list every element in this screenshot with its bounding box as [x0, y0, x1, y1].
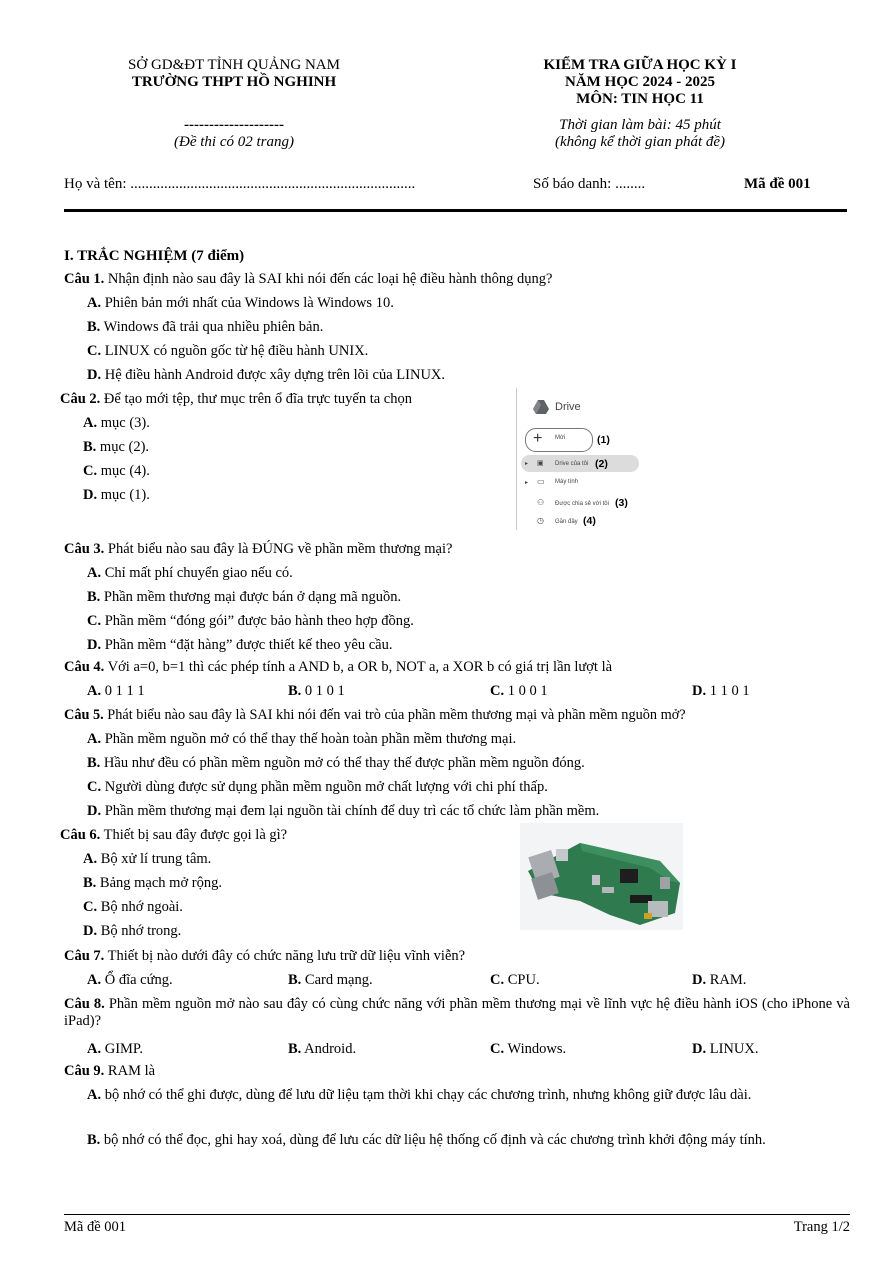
exam-code: Mã đề 001: [744, 176, 811, 192]
expand-icon: ▸: [525, 480, 529, 486]
q2-option-d[interactable]: D. mục (1).: [83, 487, 150, 503]
q5-option-b[interactable]: B. Hầu như đều có phần mềm nguồn mở có thể thay thế được phần mềm nguồn đóng.: [87, 755, 585, 771]
shared-icon: ⚇: [537, 498, 545, 507]
question-7: Câu 7. Thiết bị nào dưới đây có chức năng lưu trữ dữ liệu vĩnh viễn?: [64, 948, 466, 964]
clock-icon: ◷: [537, 516, 544, 525]
q3-option-c[interactable]: C. Phần mềm “đóng gói” được bảo hành theo hợp đồng.: [87, 613, 414, 629]
footer-divider: [64, 1214, 850, 1215]
time-limit: Thời gian làm bài: 45 phút: [559, 117, 721, 133]
q7-option-d[interactable]: D. RAM.: [692, 972, 747, 988]
q1-option-d[interactable]: D. Hệ điều hành Android được xây dựng trên lõi của LINUX.: [87, 367, 446, 383]
question-2: Câu 2. Để tạo mới tệp, thư mục trên ổ đĩa trực tuyến ta chọn: [60, 391, 412, 407]
header-dashes: --------------------: [184, 117, 284, 133]
q7-option-c[interactable]: C. CPU.: [490, 972, 540, 988]
marker-2: (2): [595, 458, 608, 470]
q4-option-c[interactable]: C. 1 0 0 1: [490, 683, 548, 699]
q5-option-c[interactable]: C. Người dùng được sử dụng phần mềm nguồn mở chất lượng với chi phí thấp.: [87, 779, 548, 795]
q6-option-a[interactable]: A. Bộ xử lí trung tâm.: [83, 851, 212, 867]
question-4: Câu 4. Với a=0, b=1 thì các phép tính a AND b, a OR b, NOT a, a XOR b có giá trị lần lượt là: [64, 659, 613, 675]
time-note: (không kể thời gian phát đề): [554, 134, 726, 150]
pages-note: (Đề thi có 02 trang): [174, 134, 294, 150]
question-3: Câu 3. Phát biểu nào sau đây là ĐÚNG về phần mềm thương mại?: [64, 541, 453, 557]
q3-option-b[interactable]: B. Phần mềm thương mại được bán ở dạng mã nguồn.: [87, 589, 402, 605]
department-name: SỞ GD&ĐT TỈNH QUẢNG NAM: [128, 57, 340, 73]
plus-icon: +: [533, 430, 543, 447]
my-drive-label: Drive của tôi: [555, 461, 589, 467]
drive-screenshot: [516, 388, 643, 530]
shared-label: Được chia sẻ với tôi: [555, 501, 609, 507]
footer-page-number: Trang 1/2: [793, 1219, 850, 1235]
q7-option-a[interactable]: A. Ổ đĩa cứng.: [87, 972, 173, 988]
q9-option-a[interactable]: A. bộ nhớ có thể ghi được, dùng để lưu dữ liệu tạm thời khi chạy các chương trình, nhưng không giữ được lâu dài.: [87, 1087, 752, 1103]
circuit-board-icon: [520, 823, 683, 930]
subject: MÔN: TIN HỌC 11: [576, 91, 704, 107]
recent-label: Gần đây: [555, 519, 578, 525]
student-id-field: Số báo danh: ........: [533, 176, 646, 192]
q9-option-b[interactable]: B. bộ nhớ có thể đọc, ghi hay xoá, dùng để lưu các dữ liệu hệ thống cố định và các chương trình khởi động máy tính.: [87, 1132, 766, 1148]
drive-app-name: Drive: [555, 401, 581, 413]
q1-option-a[interactable]: A. Phiên bản mới nhất của Windows là Windows 10.: [87, 295, 394, 311]
new-label: Mới: [555, 435, 566, 441]
marker-1: (1): [597, 434, 610, 446]
q2-option-c[interactable]: C. mục (4).: [83, 463, 150, 479]
q5-option-d[interactable]: D. Phần mềm thương mại đem lại nguồn tài chính để duy trì các tổ chức làm phần mềm.: [87, 803, 600, 819]
question-8: Câu 8. Phần mềm nguồn mở nào sau đây có cùng chức năng với phần mềm thương mại về lĩnh vực hệ điều hành iOS (cho iPhone và iPad)?: [64, 996, 850, 1029]
marker-3: (3): [615, 497, 628, 509]
q8-option-c[interactable]: C. Windows.: [490, 1041, 567, 1057]
q1-option-b[interactable]: B. Windows đã trải qua nhiều phiên bản.: [87, 319, 324, 335]
footer-exam-code: Mã đề 001: [64, 1219, 127, 1235]
student-name-field: Họ và tên: ............................................................................: [64, 176, 416, 192]
exam-title: KIỂM TRA GIỮA HỌC KỲ I: [543, 57, 737, 73]
q3-option-a[interactable]: A. Chỉ mất phí chuyển giao nếu có.: [87, 565, 293, 581]
question-1: Câu 1. Nhận định nào sau đây là SAI khi nói đến các loại hệ điều hành thông dụng?: [64, 271, 553, 287]
computer-icon: ▭: [537, 477, 545, 486]
q6-option-c[interactable]: C. Bộ nhớ ngoài.: [83, 899, 183, 915]
q3-option-d[interactable]: D. Phần mềm “đặt hàng” được thiết kế theo yêu cầu.: [87, 637, 393, 653]
q8-option-d[interactable]: D. LINUX.: [692, 1041, 759, 1057]
circuit-board-image: [520, 823, 683, 930]
school-name: TRƯỜNG THPT HỒ NGHINH: [131, 74, 337, 90]
q5-option-a[interactable]: A. Phần mềm nguồn mở có thể thay thế hoàn toàn phần mềm thương mại.: [87, 731, 517, 747]
q7-option-b[interactable]: B. Card mạng.: [288, 972, 373, 988]
drive-logo-icon: [533, 400, 549, 414]
q6-option-b[interactable]: B. Bảng mạch mở rộng.: [83, 875, 222, 891]
header-divider: [64, 209, 847, 212]
q8-option-a[interactable]: A. GIMP.: [87, 1041, 144, 1057]
question-5: Câu 5. Phát biểu nào sau đây là SAI khi nói đến vai trò của phần mềm thương mại và phần mềm nguồn mở?: [64, 707, 686, 723]
marker-4: (4): [583, 515, 596, 527]
q4-option-b[interactable]: B. 0 1 0 1: [288, 683, 345, 699]
school-year: NĂM HỌC 2024 - 2025: [565, 74, 715, 90]
q1-option-c[interactable]: C. LINUX có nguồn gốc từ hệ điều hành UNIX.: [87, 343, 369, 359]
q8-option-b[interactable]: B. Android.: [288, 1041, 357, 1057]
q4-option-d[interactable]: D. 1 1 0 1: [692, 683, 750, 699]
computers-label: Máy tính: [555, 479, 579, 485]
my-drive-icon: ▣: [537, 460, 544, 467]
section-title: I. TRẮC NGHIỆM (7 điểm): [64, 248, 245, 264]
q2-option-a[interactable]: A. mục (3).: [83, 415, 150, 431]
q6-option-d[interactable]: D. Bộ nhớ trong.: [83, 923, 182, 939]
question-6: Câu 6. Thiết bị sau đây được gọi là gì?: [60, 827, 288, 843]
question-9: Câu 9. RAM là: [64, 1063, 156, 1079]
expand-icon: ▸: [525, 461, 529, 467]
q4-option-a[interactable]: A. 0 1 1 1: [87, 683, 145, 699]
q2-option-b[interactable]: B. mục (2).: [83, 439, 150, 455]
